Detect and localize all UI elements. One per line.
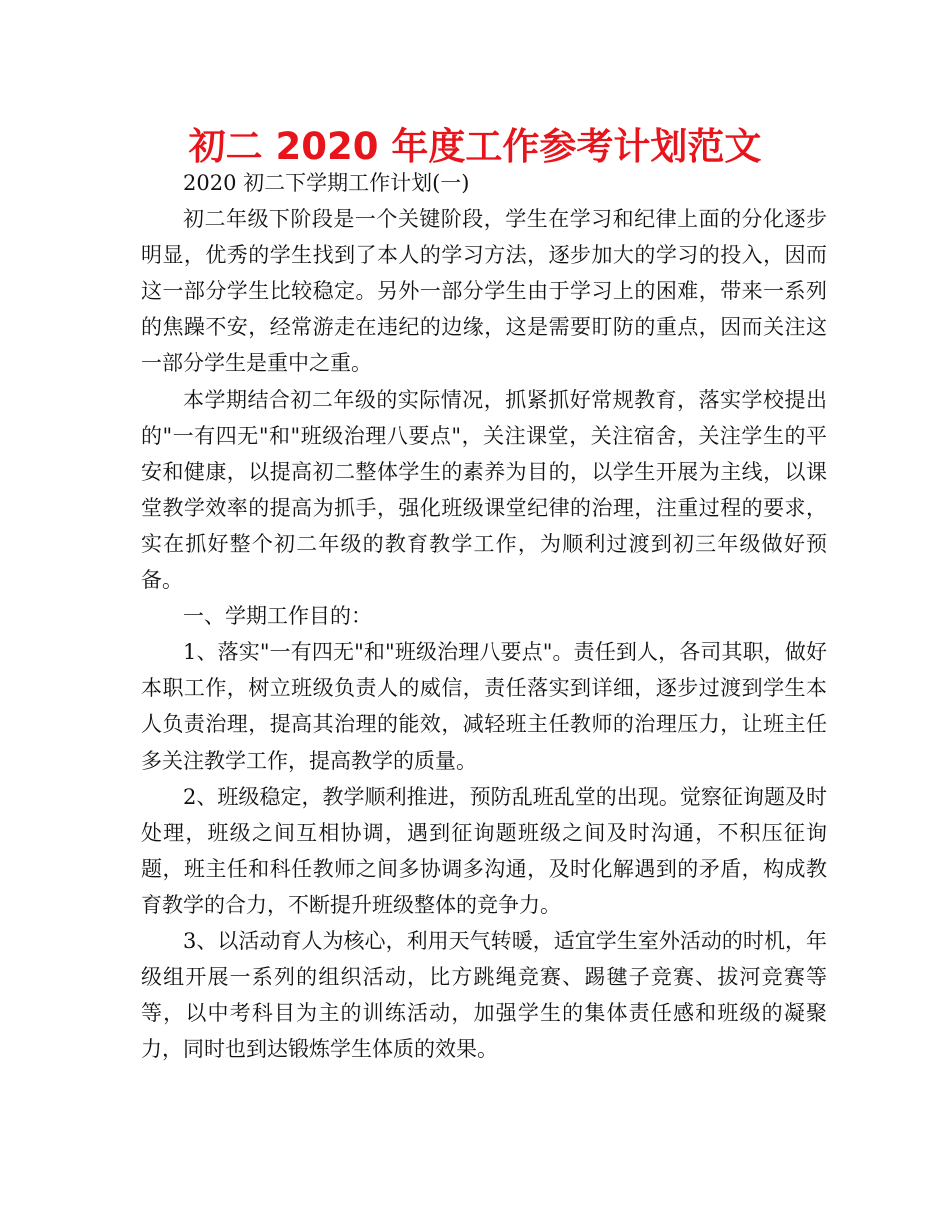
paragraph-goal-3: 3、以活动育人为核心，利用天气转暖，适宜学生室外活动的时机，年级组开展一系列的组织活动，比方跳绳竞赛、踢毽子竞赛、拔河竞赛等等，以中考科目为主的训练活动，加强学生的集体责任感和班级的凝聚力，同时也到达锻炼学生体质的效果。 [141,928,827,1062]
document-body [141,165,827,1067]
paragraph-goal-1: 1、落实"一有四无"和"班级治理八要点"。责任到人，各司其职，做好本职工作，树立班级负责人的威信，责任落实到详细，逐步过渡到学生本人负责治理，提高其治理的能效，减轻班主任教师的治理压力，让班主任多关注教学工作，提高教学的质量。 [141,640,827,773]
document-title: 初二 2020 年度工作参考计划范文 [188,125,762,168]
paragraph-intro: 初二年级下阶段是一个关键阶段，学生在学习和纪律上面的分化逐步明显，优秀的学生找到了本人的学习方法，逐步加大的学习的投入，因而这一部分学生比较稳定。另外一部分学生由于学习上的困难，带来一系列的焦躁不安，经常游走在违纪的边缘，这是需要盯防的重点，因而关注这一部分学生是重中之重。 [141,207,827,376]
document-subtitle: 2020 初二下学期工作计划(一) [183,171,470,195]
paragraph-semester-plan: 本学期结合初二年级的实际情况，抓紧抓好常规教育，落实学校提出的"一有四无"和"班级治理八要点"，关注课堂，关注宿舍，关注学生的平安和健康，以提高初二整体学生的素养为目的，以学生开展为主线，以课堂教学效率的提高为抓手，强化班级课堂纪律的治理，注重过程的要求，实在抓好整个初二年级的教育教学工作，为顺利过渡到初三年级做好预备。 [141,387,827,593]
paragraph-goal-2: 2、班级稳定，教学顺利推进，预防乱班乱堂的出现。觉察征询题及时处理，班级之间互相协调，遇到征询题班级之间及时沟通，不积压征询题，班主任和科任教师之间多协调多沟通，及时化解遇到的矛盾，构成教育教学的合力，不断提升班级整体的竞争力。 [141,784,827,917]
section-heading-goals: 一、学期工作目的： [183,604,372,629]
